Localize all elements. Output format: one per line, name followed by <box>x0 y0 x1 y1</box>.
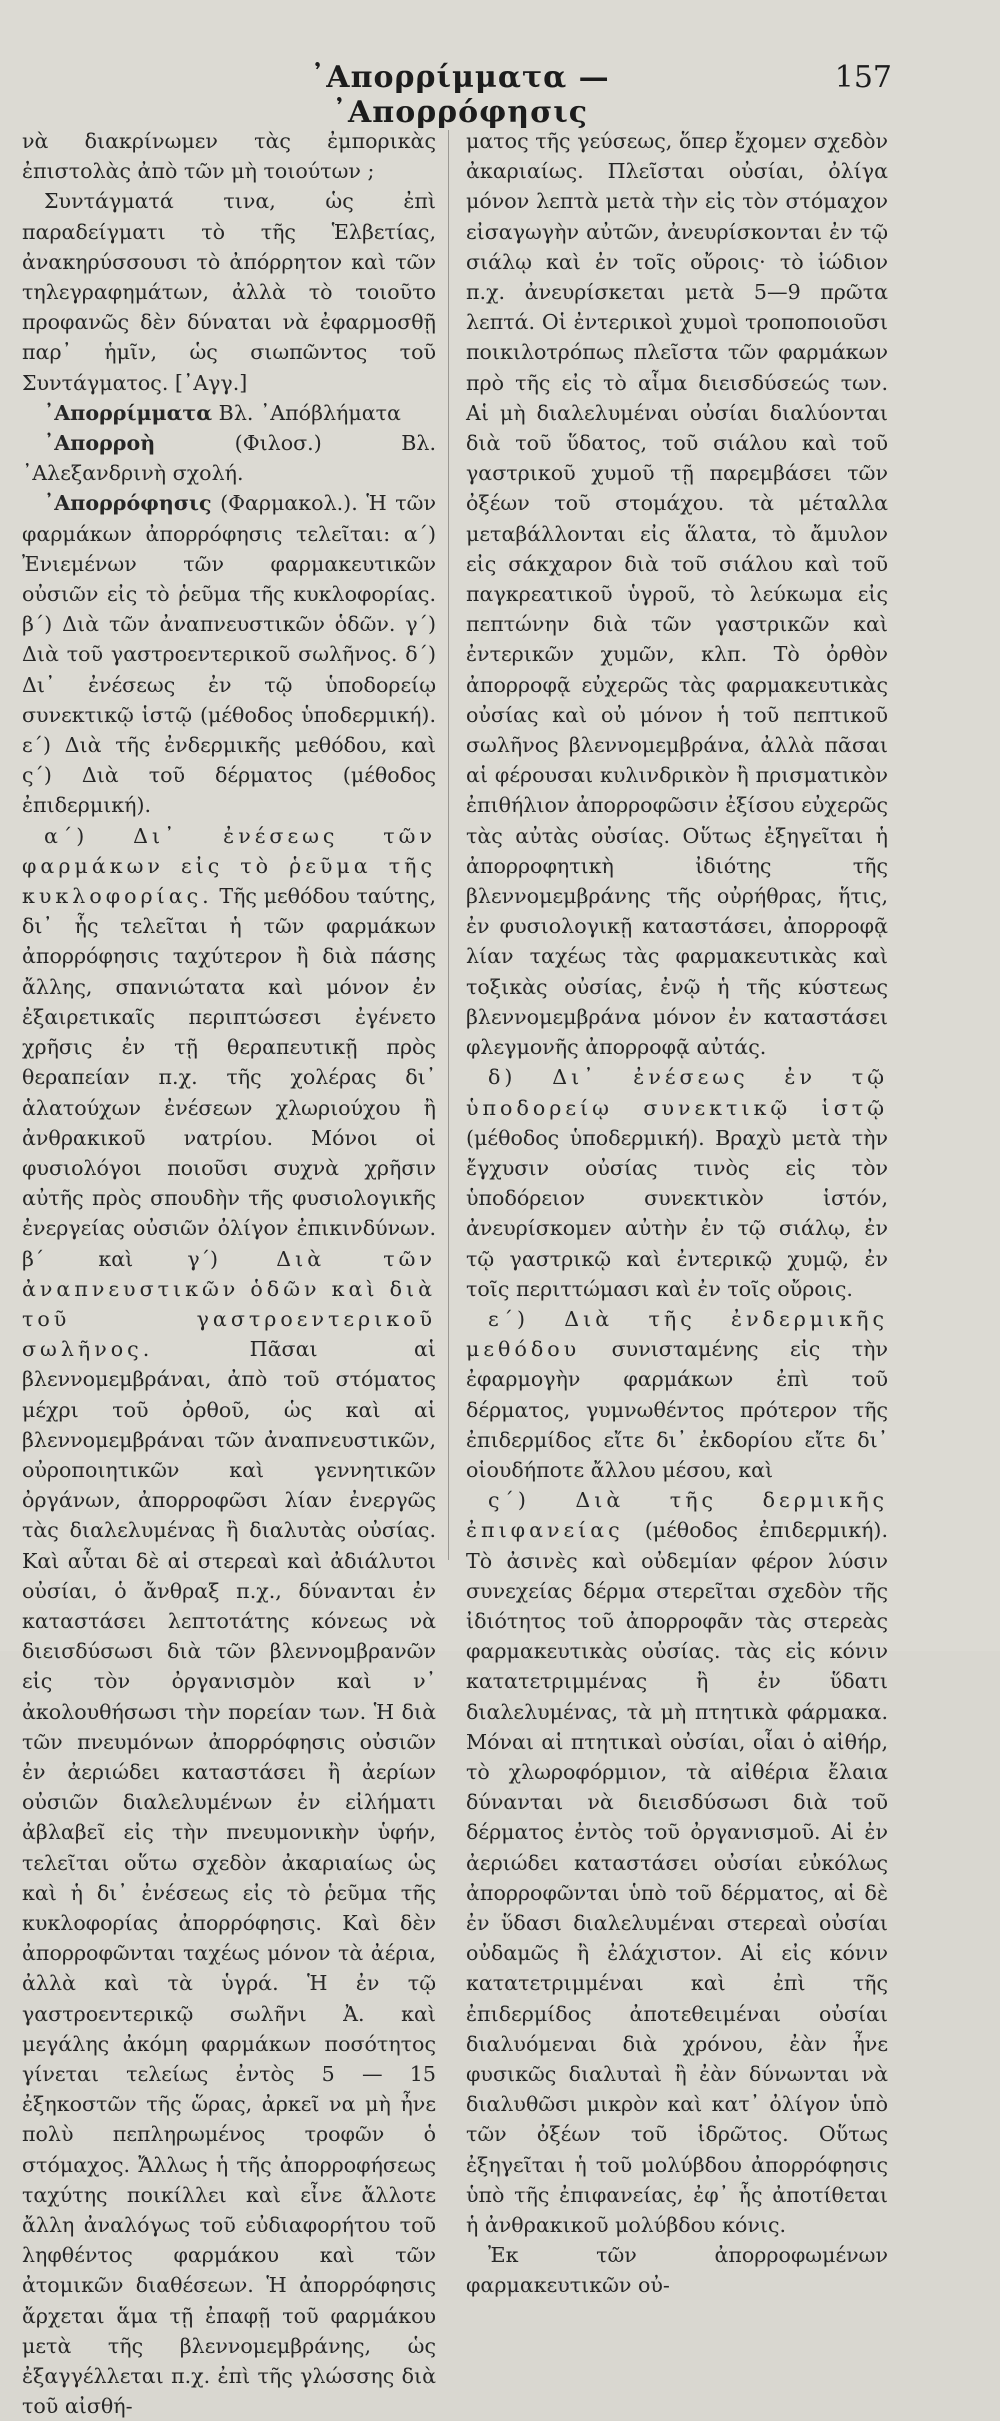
paragraph-text: Τῆς μεθόδου ταύτης, δι᾿ ἧς τελεῖται ἡ τῶν φαρμάκων ἀπορρόφησις ταχύτερον ἢ διὰ πάσης ἄλλης, σπανιώτατα καὶ μόνον ἐν ἐξαιρετικαῖς περιπτώσεσι ἐγένετο χρῆσις ἐν τῇ θεραπευτικῇ πρὸς θεραπείαν π.χ. τῆς χολέρας δι᾿ ἁλατούχων ἐνέσεων χλωριούχου ἢ ἀνθρακικοῦ νατρίου. Μόνοι οἱ φυσιολόγοι ποιοῦσι συχνὰ χρῆσιν αὐτῆς πρὸς σπουδὴν τῆς φυσιολογικῆς ἐνεργείας οὐσιῶν ὀλίγον ἐπικινδύνων. β΄ καὶ γ΄) <box>22 884 436 1271</box>
paragraph-text: (μέθοδος ἐπιδερμική). Τὸ ἀσινὲς καὶ οὐδεμίαν φέρον λύσιν συνεχείας δέρμα στερεῖται σχεδὸν τῆς ἰδιότητος τοῦ ἀπορροφᾶν τὰς στερεὰς φαρμακευτικὰς οὐσίας. τὰς εἰς κόνιν κατατετριμμένας ἢ ἐν ὕδατι διαλελυμένας, τὰ μὴ πτητικὰ φάρμακα. Μόναι αἱ πτητικαὶ οὐσίαι, οἷαι ὁ αἰθήρ, τὸ χλωροφόρμιον, τὰ αἰθέρια ἔλαια δύνανται νὰ διεισδύσωσι διὰ τοῦ δέρματος ἐντὸς τοῦ ὀργανισμοῦ. Αἱ ἐν ἀεριώδει καταστάσει οὐσίαι εὐκόλως ἀπορροφῶνται ὑπὸ τοῦ δέρματος, αἱ δὲ ἐν ὕδασι διαλελυμέναι στερεαὶ οὐσίαι οὐδαμῶς ἢ ἐλάχιστον. Αἱ εἰς κόνιν κατατετριμμέναι καὶ ἐπὶ τῆς ἐπιδερμίδος ἀποτεθειμέναι οὐσίαι διαλυόμεναι διὰ χρόνου, ἐὰν ἦνε φυσικῶς διαλυταὶ ἢ ἐὰν δύνωνται νὰ διαλυθῶσι μικρὸν καὶ κατ᾿ ὀλίγον ὑπὸ τῶν ὀξέων τοῦ ἱδρῶτος. Οὕτως ἐξηγεῖται ἡ τοῦ μολύβδου ἀπορρόφησις ὑπὸ τῆς ἐπιφανείας, ἐφ᾿ ἧς ἀποτίθεται ἡ ἀνθρακικοῦ μολύβδου κόνις. <box>466 1518 888 2238</box>
entry-headword: ᾿Απορροὴ <box>44 431 156 456</box>
paragraph <box>466 1304 888 1485</box>
paragraph-text: (μέθοδος ὑποδερμική). Βραχὺ μετὰ τὴν ἔγχυσιν οὐσίας τινὸς εἰς τὸν ὑποδόρειον συνεκτικὸν ἱστόν, ἀνευρίσκομεν αὐτὴν ἐν τῷ σιάλῳ, ἐν τῷ γαστρικῷ καὶ ἐντερικῷ χυμῷ, ἐν τοῖς περιττώμασι καὶ ἐν τοῖς οὔροις. <box>466 1125 888 1301</box>
entry-text: Βλ. ᾿Απόβλήματα <box>212 400 401 425</box>
paragraph: ματος τῆς γεύσεως, ὅπερ ἔχομεν σχεδὸν ἀκαριαίως. Πλεῖσται οὐσίαι, ὀλίγα μόνον λεπτὰ μετὰ τὴν εἰς τὸν στόμαχον εἰσαγωγὴν αὐτῶν, ἀνευρίσκονται ἐν τῷ σιάλῳ καὶ ἐν τοῖς οὔροις· τὸ ἰώδιον π.χ. ἀνευρίσκεται μετὰ 5—9 πρῶτα λεπτά. Οἱ ἐντερικοὶ χυμοὶ τροποποιοῦσι ποικιλοτρόπως πλεῖστα τῶν φαρμάκων πρὸ τῆς εἰς τὸ αἷμα διεισδύσεώς των. Αἱ μὴ διαλελυμέναι οὐσίαι διαλύονται διὰ τοῦ ὕδατος, τοῦ σιάλου καὶ τοῦ γαστρικοῦ χυμοῦ τῇ παρεμβάσει τῶν ὀξέων τοῦ στομάχου. τὰ μέταλλα μεταβάλλονται εἰς ἅλατα, τὸ ἄμυλον εἰς σάκχαρον διὰ τοῦ σιάλου καὶ τοῦ παγκρεατικοῦ ὑγροῦ, τὸ λεύκωμα εἰς πεπτώνην διὰ τῶν γαστρικῶν καὶ ἐντερικῶν χυμῶν, κλπ. Τὸ ὀρθὸν ἀπορροφᾷ εὐχερῶς τὰς φαρμακευτικὰς οὐσίας καὶ οὐ μόνον ἡ τοῦ πεπτικοῦ σωλῆνος βλεννομεμβράνα, ἀλλὰ πᾶσαι αἱ φέρουσαι κυλινδρικὸν ἢ πρισματικὸν ἐπιθήλιον ἀπορροφῶσιν ἐξίσου εὐχερῶς τὰς αὐτὰς οὐσίας. Οὕτως ἐξηγεῖται ἡ ἀπορροφητικὴ ἰδιότης τῆς βλεννομεμβράνης τῆς οὐρήθρας, ἥτις, ἐν φυσιολογικῇ καταστάσει, ἀπορροφᾷ λίαν ταχέως τὰς φαρμακευτικὰς καὶ τοξικὰς οὐσίας, ἐνῷ ἡ τῆς κύστεως βλεννομεμβράνα μόνον ἐν καταστάσει φλεγμονῆς ἀπορροφᾷ αὐτάς. <box>466 129 888 1060</box>
paragraph: νὰ διακρίνωμεν τὰς ἐμπορικὰς ἐπιστολὰς ἀπὸ τῶν μὴ τοιούτων ; <box>22 129 436 184</box>
entry <box>22 428 436 488</box>
paragraph: Ἐκ τῶν ἀπορροφωμένων φαρμακευτικῶν οὐ- <box>466 2243 888 2298</box>
entry-text: (Φαρμακολ.). Ἡ τῶν φαρμάκων ἀπορρόφησις τελεῖται: α΄) Ἐνιεμένων τῶν φαρμακευτικῶν οὐσιῶν εἰς τὸ ῥεῦμα τῆς κυκλοφορίας. β΄) Διὰ τῶν ἀναπνευστικῶν ὁδῶν. γ΄) Διὰ τοῦ γαστροεντερικοῦ σωλῆνος. δ΄) Δι᾿ ἐνέσεως ἐν τῷ ὑποδορείῳ συνεκτικῷ ἱστῷ (μέθοδος ὑποδερμική). ε΄) Διὰ τῆς ἐνδερμικῆς μεθόδου, καὶ ς΄) Διὰ τοῦ δέρματος (μέθοδος ἐπιδερμική). <box>22 491 436 818</box>
paragraph-text: Πᾶσαι αἱ βλεννομεμβράναι, ἀπὸ τοῦ στόματος μέχρι τοῦ ὀρθοῦ, ὡς καὶ αἱ βλεννομεμβράναι τῶν ἀναπνευστικῶν, οὐροποιητικῶν καὶ γεννητικῶν ὀργάνων, ἀπορροφῶσι λίαν ἐνεργῶς τὰς διαλελυμένας ἢ διαλυτὰς οὐσίας. Καὶ αὗται δὲ αἱ στερεαὶ καὶ ἀδιάλυτοι οὐσίαι, ὁ ἄνθραξ π.χ., δύνανται ἐν καταστάσει λεπτοτάτης κόνεως νὰ διεισδύσωσι διὰ τῶν βλεννομβρανῶν εἰς τὸν ὀργανισμὸν καὶ ν᾿ ἀκολουθήσωσι τὴν πορείαν των. Ἡ διὰ τῶν πνευμόνων ἀπορρόφησις οὐσιῶν ἐν ἀεριώδει καταστάσει ἢ ἀερίων οὐσιῶν διαλελυμένων ἐν εἰλήματι ἀβλαβεῖ εἰς τὴν πνευμονικὴν ὑφήν, τελεῖται οὕτω σχεδὸν ἀκαριαίως ὡς καὶ ἡ δι᾿ ἐνέσεως εἰς τὸ ῥεῦμα τῆς κυκλοφορίας ἀπορρόφησις. Καὶ δὲν ἀπορροφῶνται ταχέως μόνον τὰ ἀέρια, ἀλλὰ καὶ τὰ ὑγρά. Ἡ ἐν τῷ γαστροεντερικῷ σωλῆνι Ἀ. καὶ μεγάλης ἀκόμη φαρμάκων ποσότητος γίνεται τελείως ἐντὸς 5 — 15 ἐξηκοστῶν τῆς ὥρας, ἀρκεῖ να μὴ ἦνε πολὺ πεπληρωμένος τροφῶν ὁ στόμαχος. Ἄλλως ἡ τῆς ἀπορροφήσεως ταχύτης ποικίλλει καὶ εἶνε ἄλλοτε ἄλλη ἀναλόγως τοῦ εὐδιαφορήτου τοῦ ληφθέντος φαρμάκου καὶ τῶν ἀτομικῶν διαθέσεων. Ἡ ἀπορρόφησις ἄρχεται ἅμα τῇ ἐπαφῇ τοῦ φαρμάκου μετὰ τῆς βλεννομεμβράνης, ὡς ἐξαγγέλλεται π.χ. ἐπὶ τῆς γλώσσης διὰ τοῦ αἰσθή- <box>22 1337 436 2419</box>
running-title: ᾿Απορρίμματα — ᾿Απορρόφησις <box>310 60 610 130</box>
entry <box>22 398 436 428</box>
section-heading: δ) Δι᾿ ἐνέσεως ἐν τῷ ὑποδορείῳ συνεκτικῷ ἱστῷ <box>466 1065 888 1120</box>
entry-text: (Φιλοσ.) Βλ. ᾿Αλεξανδρινὴ σχολή. <box>22 431 436 486</box>
column-divider <box>448 130 449 1560</box>
entry-headword: ᾿Απορρίμματα <box>44 400 213 425</box>
paragraph: Συντάγματά τινα, ὡς ἐπὶ παραδείγματι τὸ τῆς Ἑλβετίας, ἀνακηρύσσουσι τὸ ἀπόρρητον καὶ τῶν τηλεγραφημάτων, ἀλλὰ τὸ τοιοῦτο προφανῶς δὲν δύναται νὰ ἐφαρμοσθῇ παρ᾿ ἡμῖν, ὡς σιωπῶντος τοῦ Συντάγματος. [᾿Αγγ.] <box>22 189 436 395</box>
entry <box>22 488 436 820</box>
paragraph <box>466 1485 888 2240</box>
page-number: 157 <box>834 60 892 95</box>
right-column <box>466 126 888 2301</box>
paragraph-text: συνισταμένης εἰς τὴν ἐφαρμογὴν φαρμάκων ἐπὶ τοῦ δέρματος, γυμνωθέντος πρότερον τῆς ἐπιδερμίδος εἴτε δι᾿ ἐκδορίου εἴτε δι᾿ οἱουδήποτε ἄλλου μέσου, καὶ <box>466 1337 888 1482</box>
section-heading: ς΄) Διὰ τῆς δερμικῆς ἐπιφανείας <box>466 1488 888 1543</box>
left-column <box>22 126 436 2421</box>
entry-headword: ᾿Απορρόφησις <box>44 491 212 516</box>
paragraph <box>466 1062 888 1304</box>
section-heading: ε΄) Διὰ τῆς ἐνδερμικῆς μεθόδου <box>466 1306 888 1362</box>
paragraph <box>22 821 436 2421</box>
page-header <box>0 60 1000 130</box>
section-heading: α΄) Δι᾿ ἐνέσεως τῶν φαρμάκων εἰς τὸ ῥεῦμα τῆς κυκλοφορίας. <box>22 823 436 909</box>
section-heading: Διὰ τῶν ἀναπνευστικῶν ὁδῶν καὶ διὰ τοῦ γαστροεντερικοῦ σωλῆνος. <box>22 1246 436 1362</box>
